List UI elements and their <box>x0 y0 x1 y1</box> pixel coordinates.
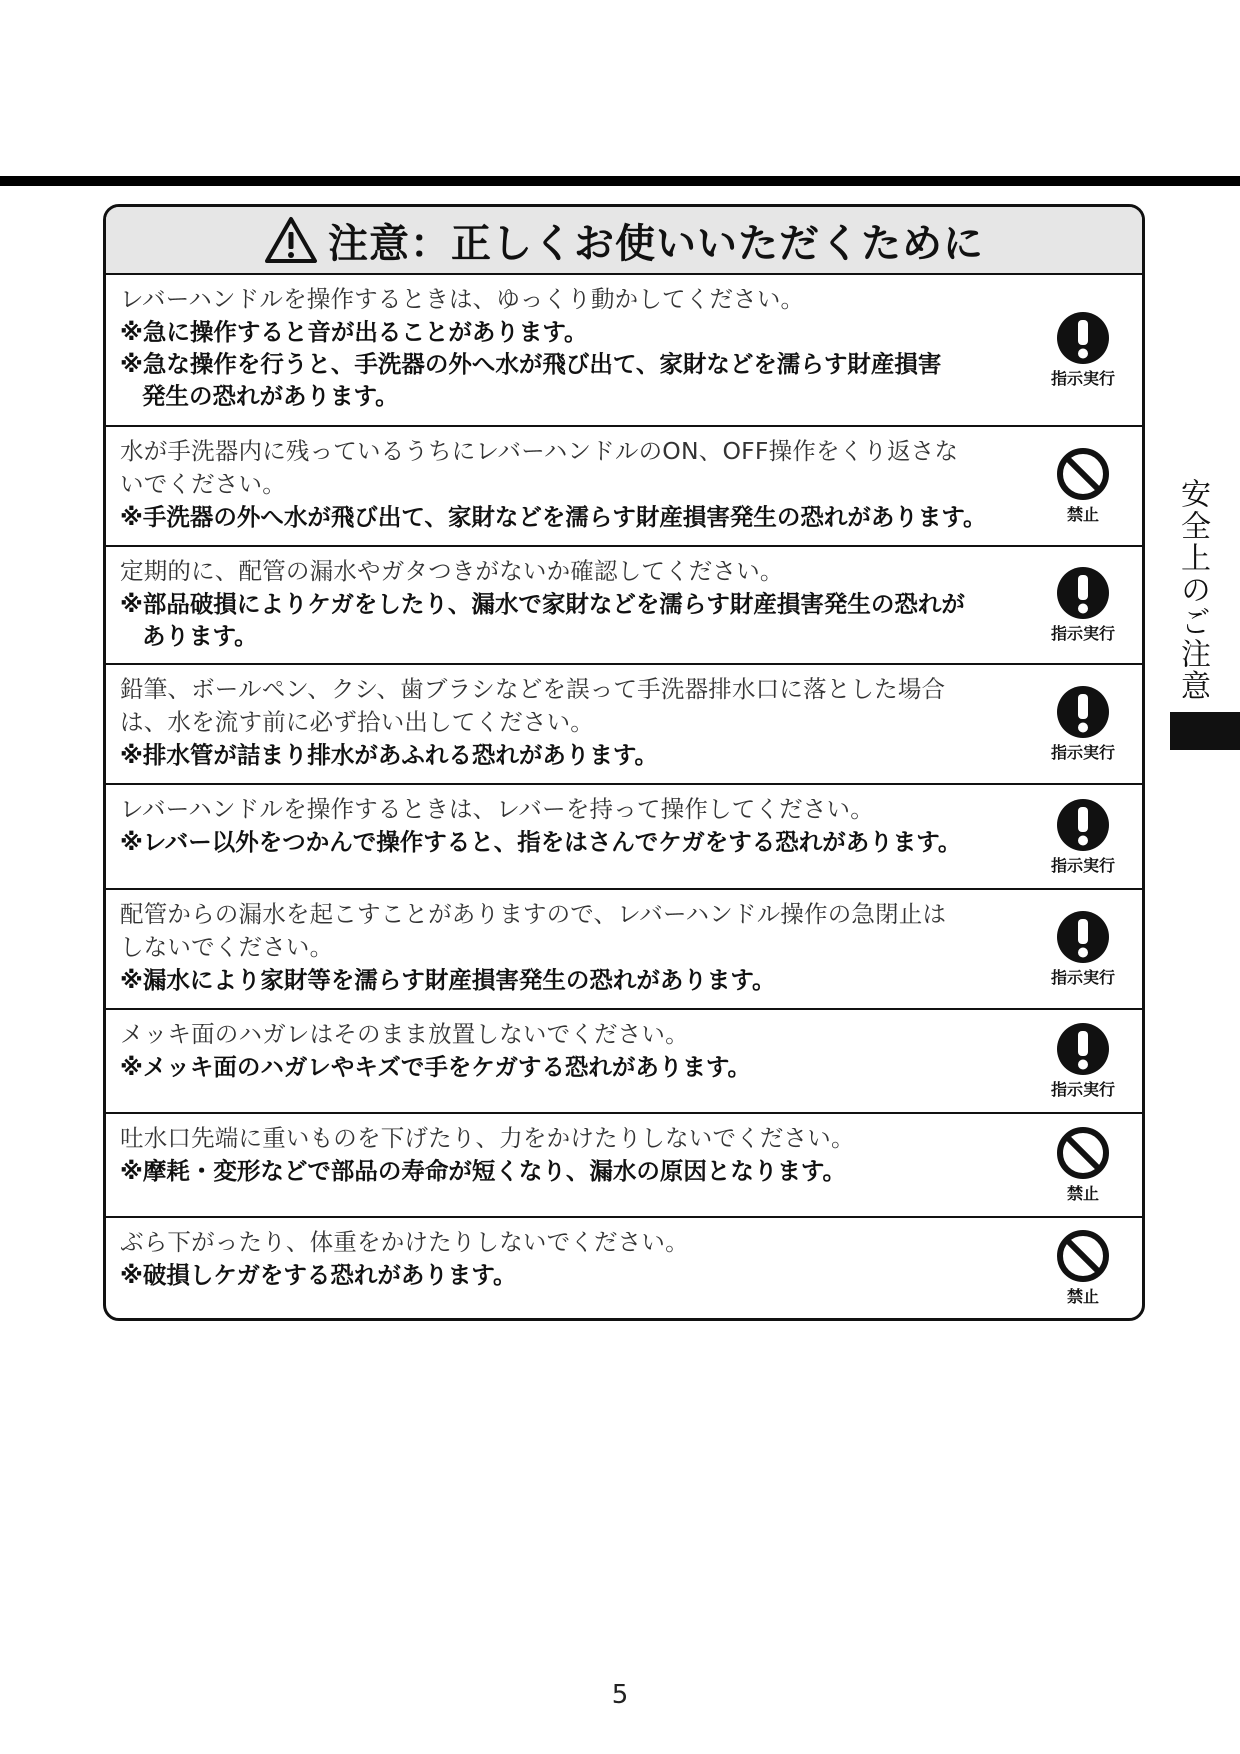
caution-title: 注意：正しくお使いいただくために <box>328 220 984 267</box>
no-symbol-icon <box>1056 447 1110 501</box>
side-tab-marker <box>1170 712 1240 750</box>
item-note: ※急な操作を行うと、手洗器の外へ水が飛び出て、家財などを濡らす財産損害 <box>120 350 942 378</box>
caution-item <box>106 1218 1142 1318</box>
item-note: あります。 <box>142 622 258 650</box>
warning-triangle-icon <box>264 216 318 264</box>
symbol-label: 禁止 <box>1066 1184 1099 1203</box>
item-lead: レバーハンドルを操作するときは、レバーを持って操作してください。 <box>120 795 874 823</box>
mandatory-symbol <box>1038 798 1128 876</box>
item-lead: いでください。 <box>120 470 286 498</box>
caution-header <box>106 207 1142 275</box>
caution-box <box>103 204 1145 1321</box>
symbol-label: 指示実行 <box>1050 968 1115 987</box>
caution-item <box>106 1010 1142 1114</box>
page-number: 5 <box>611 1680 629 1710</box>
item-note: ※破損しケガをする恐れがあります。 <box>120 1261 517 1289</box>
item-lead: 定期的に、配管の漏水やガタつきがないか確認してください。 <box>120 557 784 585</box>
item-note: ※レバー以外をつかんで操作すると、指をはさんでケガをする恐れがあります。 <box>120 828 962 856</box>
item-note: ※漏水により家財等を濡らす財産損害発生の恐れがあります。 <box>120 966 776 994</box>
caution-item <box>106 1114 1142 1218</box>
no-symbol-icon <box>1056 1126 1110 1180</box>
mandatory-symbol <box>1038 1022 1128 1100</box>
symbol-label: 指示実行 <box>1050 624 1115 643</box>
symbol-label: 指示実行 <box>1050 743 1115 762</box>
symbol-label: 禁止 <box>1066 1287 1099 1306</box>
item-lead: 吐水口先端に重いものを下げたり、力をかけたりしないでください。 <box>120 1124 855 1152</box>
mandatory-symbol <box>1038 311 1128 389</box>
item-lead: レバーハンドルを操作するときは、ゆっくり動かしてください。 <box>120 285 805 313</box>
caution-item <box>106 275 1142 427</box>
caution-item <box>106 547 1142 665</box>
exclamation-icon <box>1056 311 1110 365</box>
item-lead: ぶら下がったり、体重をかけたりしないでください。 <box>120 1228 689 1256</box>
mandatory-symbol <box>1038 566 1128 644</box>
prohibition-symbol <box>1038 1126 1128 1204</box>
caution-item <box>106 890 1142 1010</box>
mandatory-symbol <box>1038 685 1128 763</box>
prohibition-symbol <box>1038 447 1128 525</box>
item-note: ※急に操作すると音が出ることがあります。 <box>120 318 588 346</box>
item-note: ※摩耗・変形などで部品の寿命が短くなり、漏水の原因となります。 <box>120 1157 846 1185</box>
top-rule <box>0 176 1240 186</box>
side-tab-label: 安全上のご注意 <box>1175 478 1210 702</box>
symbol-label: 指示実行 <box>1050 369 1115 388</box>
item-note: 発生の恐れがあります。 <box>142 382 399 410</box>
exclamation-icon <box>1056 685 1110 739</box>
prohibition-symbol <box>1038 1229 1128 1307</box>
item-lead: しないでください。 <box>120 933 334 961</box>
item-lead: メッキ面のハガレはそのまま放置しないでください。 <box>120 1020 689 1048</box>
mandatory-symbol <box>1038 910 1128 988</box>
item-note: ※部品破損によりケガをしたり、漏水で家財などを濡らす財産損害発生の恐れが <box>120 590 965 618</box>
exclamation-icon <box>1056 910 1110 964</box>
no-symbol-icon <box>1056 1229 1110 1283</box>
caution-item <box>106 665 1142 785</box>
item-note: ※メッキ面のハガレやキズで手をケガする恐れがあります。 <box>120 1053 752 1081</box>
symbol-label: 指示実行 <box>1050 855 1115 875</box>
exclamation-icon <box>1056 566 1110 620</box>
exclamation-icon <box>1056 1022 1110 1076</box>
item-note: ※排水管が詰まり排水があふれる恐れがあります。 <box>120 741 658 769</box>
item-lead: 水が手洗器内に残っているうちにレバーハンドルのON、OFF操作をくり返さな <box>120 437 959 465</box>
caution-item <box>106 785 1142 890</box>
item-lead: 鉛筆、ボールペン、クシ、歯ブラシなどを誤って手洗器排水口に落とした場合 <box>120 675 946 703</box>
item-lead: は、水を流す前に必ず拾い出してください。 <box>120 708 594 736</box>
symbol-label: 指示実行 <box>1050 1080 1115 1099</box>
item-note: ※手洗器の外へ水が飛び出て、家財などを濡らす財産損害発生の恐れがあります。 <box>120 503 987 531</box>
item-lead: 配管からの漏水を起こすことがありますので、レバーハンドル操作の急閉止は <box>120 900 947 928</box>
exclamation-icon <box>1056 798 1110 852</box>
caution-item <box>106 427 1142 547</box>
symbol-label: 禁止 <box>1066 505 1099 524</box>
